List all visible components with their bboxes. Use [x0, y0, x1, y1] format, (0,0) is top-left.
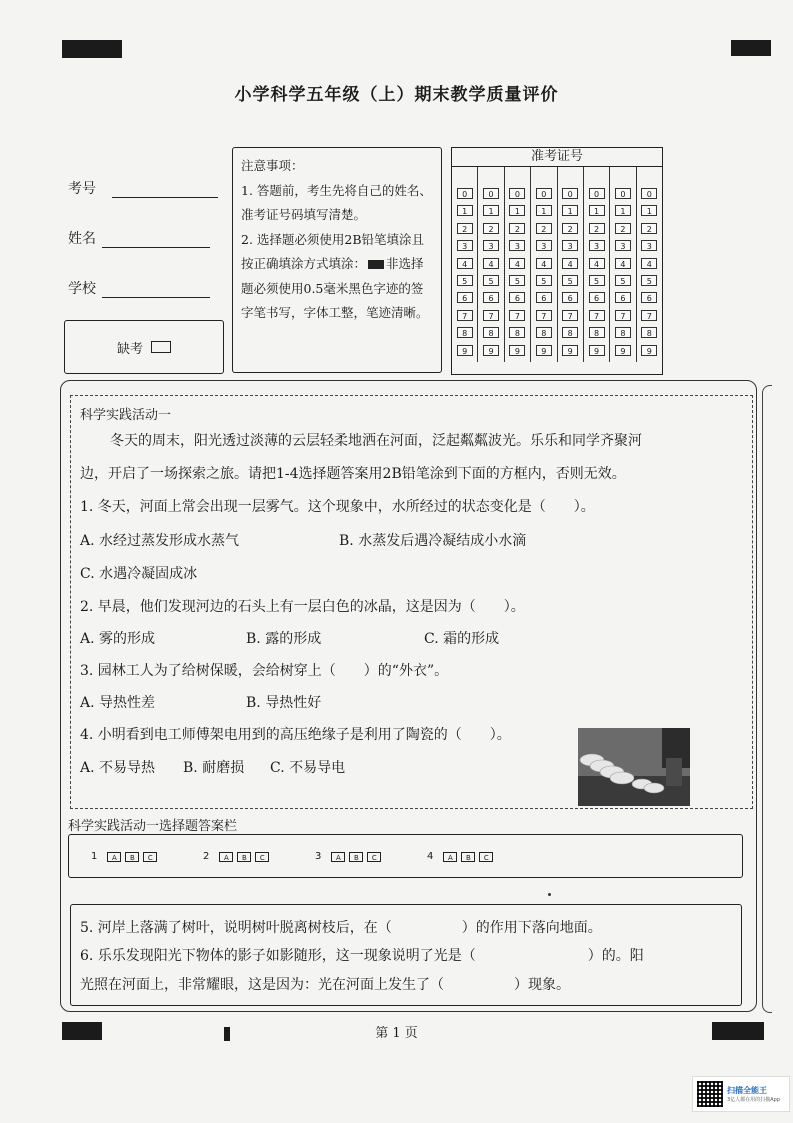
digit-bubble[interactable]: 4 — [457, 258, 473, 269]
digit-bubble[interactable]: 0 — [457, 188, 473, 199]
question-1-option-a: A. 水经过蒸发形成水蒸气 — [80, 533, 240, 549]
digit-bubble[interactable]: 9 — [509, 345, 525, 356]
question-2-option-b: B. 露的形成 — [246, 631, 322, 647]
question-3-option-a: A. 导热性差 — [80, 695, 156, 711]
admission-digit-columns — [452, 167, 662, 362]
digit-bubble[interactable]: 3 — [615, 240, 631, 251]
digit-bubble[interactable]: 2 — [641, 223, 657, 234]
digit-bubble[interactable]: 8 — [589, 327, 605, 338]
activity-intro-2: 边，开启了一场探索之旅。请把1-4选择题答案用2B铅笔涂到下面的方框内，否则无效。 — [80, 466, 626, 482]
digit-bubble[interactable]: 0 — [536, 188, 552, 199]
scanner-watermark — [692, 1076, 790, 1112]
digit-bubble[interactable]: 1 — [615, 205, 631, 216]
digit-bubble[interactable]: 5 — [483, 275, 499, 286]
answer-question-number: 4 — [427, 851, 434, 862]
digit-bubble[interactable]: 6 — [641, 292, 657, 303]
digit-bubble[interactable]: 2 — [589, 223, 605, 234]
digit-bubble[interactable]: 4 — [562, 258, 578, 269]
answer-option-bubble[interactable]: B — [349, 852, 363, 862]
digit-bubble[interactable]: 3 — [536, 240, 552, 251]
notice-line-1: 1. 答题前，考生先将自己的姓名、准考证号码填写清楚。 — [241, 182, 432, 222]
admission-digit-column — [531, 167, 557, 362]
admission-number-grid — [451, 147, 663, 375]
question-4: 4. 小明看到电工师傅架电用到的高压绝缘子是利用了陶瓷的（ ）。 — [80, 727, 511, 743]
activity-heading: 科学实践活动一 — [80, 408, 172, 423]
answer-option-bubble[interactable]: C — [143, 852, 157, 862]
digit-bubble[interactable]: 0 — [615, 188, 631, 199]
notice-line-2a: 2. 选择题必须使用2B铅笔填涂且按正确填涂方式填涂： — [241, 231, 425, 271]
absent-checkbox[interactable] — [151, 341, 171, 353]
digit-bubble[interactable]: 0 — [562, 188, 578, 199]
exam-number-label: 考号 — [68, 181, 96, 197]
answer-option-bubble[interactable]: A — [107, 852, 121, 862]
digit-bubble[interactable]: 1 — [589, 205, 605, 216]
name-field[interactable] — [68, 228, 210, 248]
question-2-option-a: A. 雾的形成 — [80, 631, 156, 647]
digit-bubble[interactable]: 9 — [562, 345, 578, 356]
digit-bubble[interactable]: 2 — [483, 223, 499, 234]
answer-group — [203, 851, 269, 862]
digit-bubble[interactable]: 6 — [509, 292, 525, 303]
digit-bubble[interactable]: 9 — [641, 345, 657, 356]
name-line — [102, 233, 210, 248]
answer-option-bubble[interactable]: A — [443, 852, 457, 862]
answer-option-bubble[interactable]: C — [255, 852, 269, 862]
question-2: 2. 早晨，他们发现河边的石头上有一层白色的冰晶，这是因为（ ）。 — [80, 599, 525, 615]
digit-bubble[interactable]: 2 — [457, 223, 473, 234]
digit-bubble[interactable]: 4 — [509, 258, 525, 269]
digit-bubble[interactable]: 8 — [457, 327, 473, 338]
question-6-line-2: 光照在河面上，非常耀眼，这是因为：光在河面上发生了（ ）现象。 — [80, 977, 570, 993]
digit-bubble[interactable]: 3 — [509, 240, 525, 251]
digit-bubble[interactable]: 9 — [589, 345, 605, 356]
digit-bubble[interactable]: 7 — [536, 310, 552, 321]
page-title: 小学科学五年级（上）期末教学质量评价 — [234, 85, 559, 105]
digit-bubble[interactable]: 8 — [641, 327, 657, 338]
digit-bubble[interactable]: 3 — [562, 240, 578, 251]
school-field[interactable] — [68, 278, 210, 298]
digit-bubble[interactable]: 6 — [589, 292, 605, 303]
digit-bubble[interactable]: 6 — [562, 292, 578, 303]
digit-bubble[interactable]: 1 — [509, 205, 525, 216]
digit-bubble[interactable]: 5 — [589, 275, 605, 286]
admission-digit-column — [478, 167, 504, 362]
answer-question-number: 1 — [91, 851, 98, 862]
digit-bubble[interactable]: 5 — [457, 275, 473, 286]
digit-bubble[interactable]: 8 — [509, 327, 525, 338]
digit-bubble[interactable]: 7 — [509, 310, 525, 321]
digit-bubble[interactable]: 9 — [457, 345, 473, 356]
school-label: 学校 — [68, 281, 96, 297]
exam-number-field[interactable] — [68, 178, 218, 198]
question-1-option-c: C. 水遇冷凝固成冰 — [80, 566, 198, 582]
admission-digit-column — [452, 167, 478, 362]
insulator-photo-graphic — [578, 728, 690, 806]
digit-bubble[interactable]: 5 — [562, 275, 578, 286]
answer-group — [427, 851, 493, 862]
digit-bubble[interactable]: 2 — [615, 223, 631, 234]
digit-bubble[interactable]: 4 — [536, 258, 552, 269]
exam-number-line — [112, 183, 218, 198]
digit-bubble[interactable]: 9 — [536, 345, 552, 356]
question-4-option-c: C. 不易导电 — [270, 760, 346, 776]
stray-dot — [548, 893, 551, 896]
digit-bubble[interactable]: 8 — [562, 327, 578, 338]
answer-option-bubble[interactable]: B — [461, 852, 475, 862]
digit-bubble[interactable]: 5 — [615, 275, 631, 286]
absent-label: 缺考 — [116, 341, 143, 357]
question-1: 1. 冬天，河面上常会出现一层雾气。这个现象中，水所经过的状态变化是（ ）。 — [80, 499, 595, 515]
digit-bubble[interactable]: 8 — [615, 327, 631, 338]
notice-box — [232, 147, 442, 373]
digit-bubble[interactable]: 8 — [536, 327, 552, 338]
digit-bubble[interactable]: 1 — [536, 205, 552, 216]
digit-bubble[interactable]: 0 — [509, 188, 525, 199]
digit-bubble[interactable]: 3 — [483, 240, 499, 251]
answer-option-bubble[interactable]: A — [331, 852, 345, 862]
digit-bubble[interactable]: 2 — [562, 223, 578, 234]
admission-number-title: 准考证号 — [452, 148, 662, 167]
digit-bubble[interactable]: 5 — [536, 275, 552, 286]
digit-bubble[interactable]: 7 — [641, 310, 657, 321]
answer-question-number: 3 — [315, 851, 322, 862]
insulator-photo — [578, 728, 690, 806]
admission-digit-column — [584, 167, 610, 362]
answer-option-bubble[interactable]: C — [367, 852, 381, 862]
answer-bar-title: 科学实践活动一选择题答案栏 — [68, 819, 238, 834]
digit-bubble[interactable]: 5 — [641, 275, 657, 286]
digit-bubble[interactable]: 0 — [483, 188, 499, 199]
digit-bubble[interactable]: 4 — [589, 258, 605, 269]
question-1-option-b: B. 水蒸发后遇冷凝结成小水滴 — [339, 533, 527, 549]
digit-bubble[interactable]: 3 — [589, 240, 605, 251]
answer-group — [315, 851, 381, 862]
digit-bubble[interactable]: 0 — [589, 188, 605, 199]
admission-digit-column — [610, 167, 636, 362]
digit-bubble[interactable]: 3 — [641, 240, 657, 251]
answer-option-bubble[interactable]: C — [479, 852, 493, 862]
digit-bubble[interactable]: 6 — [615, 292, 631, 303]
question-6-line-1: 6. 乐乐发现阳光下物体的影子如影随形，这一现象说明了光是（ ）的。阳 — [80, 948, 644, 964]
digit-bubble[interactable]: 7 — [483, 310, 499, 321]
digit-bubble[interactable]: 1 — [641, 205, 657, 216]
absent-box — [64, 320, 224, 374]
answer-option-bubble[interactable]: B — [237, 852, 251, 862]
school-line — [102, 283, 210, 298]
watermark-subtitle: 3亿人都在用的扫描App — [727, 1097, 780, 1103]
name-label: 姓名 — [68, 231, 96, 247]
question-3: 3. 园林工人为了给树保暖，会给树穿上（ ）的“外衣”。 — [80, 663, 449, 679]
question-5: 5. 河岸上落满了树叶，说明树叶脱离树枝后，在（ ）的作用下落向地面。 — [80, 920, 602, 936]
activity-intro-1: 冬天的周末，阳光透过淡薄的云层轻柔地洒在河面，泛起粼粼波光。乐乐和同学齐聚河 — [110, 433, 642, 449]
question-3-option-b: B. 导热性好 — [246, 695, 322, 711]
digit-bubble[interactable]: 4 — [483, 258, 499, 269]
digit-bubble[interactable]: 5 — [509, 275, 525, 286]
notice-line-2b: 非选择题必须使用0.5毫米黑色字迹的签字笔书写，字体工整，笔迹清晰。 — [241, 256, 429, 320]
digit-bubble[interactable]: 4 — [615, 258, 631, 269]
digit-bubble[interactable]: 6 — [536, 292, 552, 303]
page-number: 第 1 页 — [375, 1026, 418, 1041]
notice-heading: 注意事项： — [241, 158, 304, 173]
digit-bubble[interactable]: 4 — [641, 258, 657, 269]
digit-bubble[interactable]: 7 — [589, 310, 605, 321]
registration-mark-top-right — [731, 40, 771, 56]
digit-bubble[interactable]: 7 — [562, 310, 578, 321]
digit-bubble[interactable]: 2 — [509, 223, 525, 234]
digit-bubble[interactable]: 6 — [483, 292, 499, 303]
answer-question-number: 2 — [203, 851, 210, 862]
digit-bubble[interactable]: 3 — [457, 240, 473, 251]
next-page-edge — [762, 385, 772, 1013]
registration-mark-top-left — [62, 40, 122, 58]
digit-bubble[interactable]: 7 — [615, 310, 631, 321]
admission-digit-column — [637, 167, 662, 362]
notice-line-2 — [241, 228, 433, 326]
answer-group — [91, 851, 157, 862]
qr-code-icon — [697, 1081, 723, 1107]
digit-bubble[interactable]: 9 — [615, 345, 631, 356]
digit-bubble[interactable]: 0 — [641, 188, 657, 199]
digit-bubble[interactable]: 8 — [483, 327, 499, 338]
admission-digit-column — [558, 167, 584, 362]
digit-bubble[interactable]: 1 — [562, 205, 578, 216]
admission-digit-column — [505, 167, 531, 362]
digit-bubble[interactable]: 2 — [536, 223, 552, 234]
answer-option-bubble[interactable]: B — [125, 852, 139, 862]
question-2-option-c: C. 霜的形成 — [424, 631, 500, 647]
answer-bar — [68, 834, 743, 878]
digit-bubble[interactable]: 1 — [457, 205, 473, 216]
digit-bubble[interactable]: 6 — [457, 292, 473, 303]
digit-bubble[interactable]: 1 — [483, 205, 499, 216]
fill-sample-icon — [368, 260, 384, 269]
digit-bubble[interactable]: 7 — [457, 310, 473, 321]
answer-option-bubble[interactable]: A — [219, 852, 233, 862]
question-4-option-a: A. 不易导热 — [80, 760, 156, 776]
watermark-app-name: 扫描全能王 — [727, 1086, 767, 1095]
question-4-option-b: B. 耐磨损 — [183, 760, 245, 776]
digit-bubble[interactable]: 9 — [483, 345, 499, 356]
